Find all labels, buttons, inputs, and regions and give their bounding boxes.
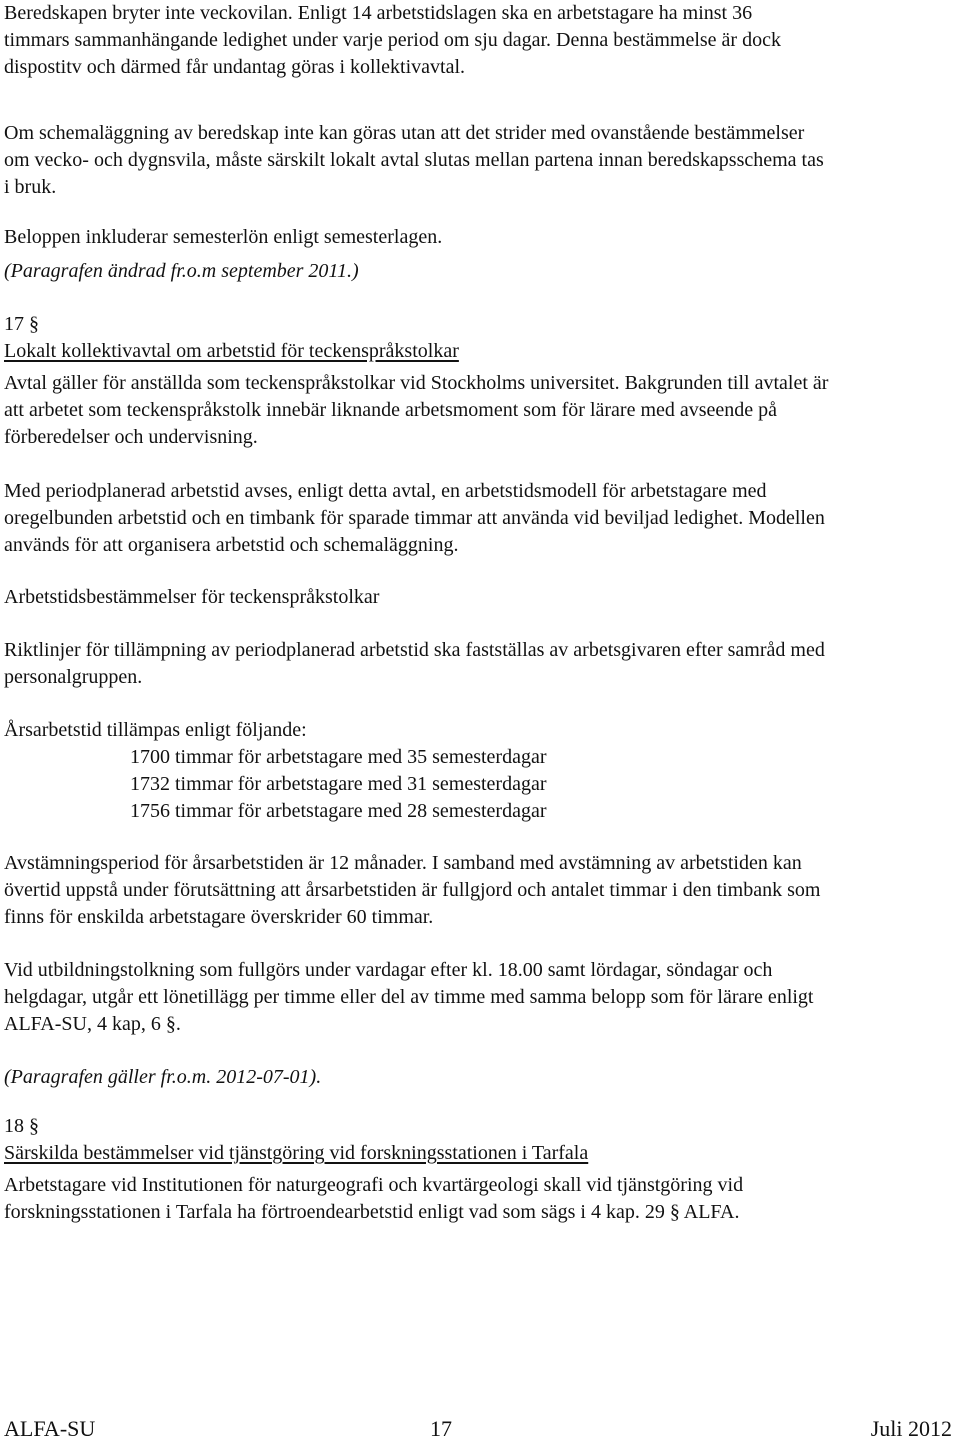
- section-18: [4, 1113, 956, 1226]
- paragraph-schemalaggning: [4, 120, 824, 201]
- paragraph-arsarbetstid: [4, 717, 547, 825]
- note-paragrafen-andrad: [4, 258, 359, 285]
- text-line: helgdagar, utgår ett lönetillägg per timme eller del av timme med samma belopp som för lärare enligt: [4, 986, 814, 1008]
- paragraph-tarfala: [4, 1172, 956, 1226]
- text-line: Arbetstagare vid Institutionen för naturgeografi och kvartärgeologi skall vid tjänstgöring vid: [4, 1174, 744, 1196]
- text-line: ALFA-SU, 4 kap, 6 §.: [4, 1013, 181, 1035]
- text-line: Beredskapen bryter inte veckovilan. Enligt 14 arbetstidslagen ska en arbetstagare ha minst 36: [4, 2, 753, 24]
- list-item: 1732 timmar för arbetstagare med 31 semesterdagar: [130, 773, 547, 795]
- text-line: i bruk.: [4, 176, 57, 198]
- paragraph-avstamning: [4, 850, 820, 931]
- list-item: 1756 timmar för arbetstagare med 28 semesterdagar: [130, 800, 547, 822]
- text-line: dispostitv och därmed får undantag göras i kollektivavtal.: [4, 56, 465, 78]
- text-line: Vid utbildningstolkning som fullgörs under vardagar efter kl. 18.00 samt lördagar, söndagar och: [4, 959, 773, 981]
- text-line: Beloppen inkluderar semesterlön enligt semesterlagen.: [4, 226, 443, 248]
- text-line: Avtal gäller för anställda som teckenspråkstolkar vid Stockholms universitet. Bakgrunden till avtalet är: [4, 372, 829, 394]
- note-paragrafen-galler: (Paragrafen gäller fr.o.m. 2012-07-01).: [4, 1066, 322, 1088]
- footer-page-number: 17: [430, 1416, 452, 1441]
- paragraph-utbildningstolkning: [4, 957, 813, 1038]
- text-line: att arbetet som teckenspråkstolk innebär liknande arbetsmoment som för lärare med avseende på: [4, 399, 778, 421]
- paragraph-avtal-galler: [4, 370, 956, 451]
- text-line: oregelbunden arbetstid och en timbank för sparade timmar att använda vid beviljad ledighet. Modellen: [4, 507, 825, 529]
- page-footer: [4, 1414, 956, 1444]
- text-line: personalgruppen.: [4, 666, 143, 688]
- footer-document-name: ALFA-SU: [4, 1416, 96, 1441]
- text-line: Om schemaläggning av beredskap inte kan göras utan att det strider med ovanstående bestämmelser: [4, 122, 805, 144]
- section-symbol: §: [29, 1115, 39, 1137]
- footer-date: Juli 2012: [870, 1416, 952, 1441]
- text-line: Årsarbetstid tillämpas enligt följande:: [4, 719, 307, 741]
- text-line: Riktlinjer för tillämpning av periodplanerad arbetstid ska fastställas av arbetsgivaren efter samråd med: [4, 639, 825, 661]
- text-line: Med periodplanerad arbetstid avses, enligt detta avtal, en arbetstidsmodell för arbetstagare med: [4, 480, 767, 502]
- list-item: 1700 timmar för arbetstagare med 35 semesterdagar: [130, 746, 547, 768]
- text-line: om vecko- och dygnsvila, måste särskilt lokalt avtal slutas mellan partena innan beredskapsschema tas: [4, 149, 824, 171]
- text-line: finns för enskilda arbetstagare överskrider 60 timmar.: [4, 906, 434, 928]
- section-number: 18 §: [4, 1115, 39, 1137]
- subheading-arbetstidsbestammelser: Arbetstidsbestämmelser för teckenspråkstolkar: [4, 586, 380, 608]
- paragraph-beredskap-veckovila: [4, 0, 781, 81]
- text-line: förberedelser och undervisning.: [4, 426, 258, 448]
- section-number: 17 §: [4, 313, 39, 335]
- section-heading: Särskilda bestämmelser vid tjänstgöring vid forskningsstationen i Tarfala: [4, 1142, 589, 1164]
- text-line: används för att organisera arbetstid och schemaläggning.: [4, 534, 459, 556]
- section-17: [4, 311, 956, 451]
- text-line: (Paragrafen ändrad fr.o.m september 2011.): [4, 260, 359, 282]
- text-line: forskningsstationen i Tarfala ha förtroendearbetstid enligt vad som sägs i 4 kap. 29 § ALFA.: [4, 1201, 740, 1223]
- text-line: timmars sammanhängande ledighet under varje period om sju dagar. Denna bestämmelse är dock: [4, 29, 781, 51]
- paragraph-riktlinjer: [4, 637, 825, 691]
- section-symbol: §: [29, 313, 39, 335]
- paragraph-periodplanerad: [4, 478, 825, 559]
- text-line: övertid uppstå under förutsättning att årsarbetstiden är fullgjord och antalet timmar i den timbank som: [4, 879, 821, 901]
- text-line: Avstämningsperiod för årsarbetstiden är 12 månader. I samband med avstämning av arbetstiden kan: [4, 852, 802, 874]
- section-heading: Lokalt kollektivavtal om arbetstid för teckenspråkstolkar: [4, 340, 459, 362]
- paragraph-beloppen: [4, 224, 442, 251]
